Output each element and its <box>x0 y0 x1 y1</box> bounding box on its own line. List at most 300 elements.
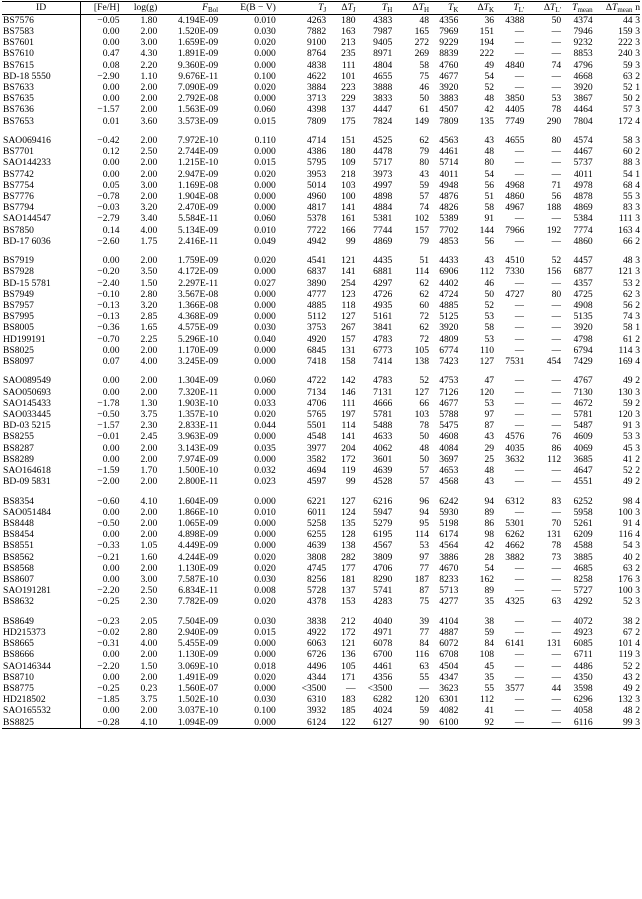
value-cell: 6708 <box>439 649 459 661</box>
table-row <box>2 375 640 386</box>
value-cell: 5125 <box>439 311 459 323</box>
value-cell: 6794 <box>573 344 593 356</box>
value-cell: — <box>514 213 525 225</box>
value-cell: −0.50 <box>97 408 120 420</box>
value-cell: 111 <box>618 213 633 225</box>
value-cell: 3623 <box>439 683 459 695</box>
value-cell: 0.000 <box>254 638 276 650</box>
value-cell: 4666 <box>373 397 393 409</box>
value-cell: 4356 <box>373 671 393 683</box>
value-cell: 7882 <box>307 25 327 37</box>
value-cell: 0.000 <box>254 344 276 356</box>
value-cell: 80 <box>551 134 562 146</box>
value-cell: 0.010 <box>254 506 276 518</box>
value-cell: 58 <box>622 134 633 146</box>
value-cell: 114 <box>618 344 633 356</box>
value-cell: 1.563E-09 <box>177 104 219 116</box>
value-cell: — <box>551 408 562 420</box>
value-cell: 48 <box>484 146 495 158</box>
value-cell: — <box>551 386 562 398</box>
header-feh: [Fe/H] <box>81 2 120 15</box>
table-row <box>2 213 640 224</box>
spacer-cell <box>218 608 276 616</box>
value-cell: 4967 <box>505 202 525 214</box>
value-cell: 7.972E-10 <box>177 134 219 146</box>
spacer-cell <box>2 608 81 616</box>
value-cell: 3753 <box>307 322 327 334</box>
value-cell: 3.573E-09 <box>177 115 219 127</box>
value-cell: 177 <box>341 562 356 574</box>
spacer-cell <box>326 247 355 255</box>
value-cell: 110 <box>480 344 495 356</box>
value-cell: 2.00 <box>140 157 158 169</box>
table-row <box>2 431 640 442</box>
value-cell: 2.00 <box>140 386 158 398</box>
value-cell: −0.01 <box>97 431 120 443</box>
value-cell: 2 <box>635 70 640 82</box>
value-cell: 0.000 <box>254 93 276 105</box>
value-cell: 180 <box>341 146 356 158</box>
value-cell: 166 <box>341 224 356 236</box>
value-cell: 4528 <box>373 476 393 488</box>
value-cell: 1.130E-09 <box>177 649 219 661</box>
value-cell: 4.172E-09 <box>177 266 219 278</box>
spacer-cell <box>494 247 524 255</box>
value-cell: 50 <box>419 453 429 465</box>
value-cell: 2.00 <box>140 375 158 387</box>
value-cell: 267 <box>341 322 356 334</box>
star-id-cell: BS8825 <box>2 717 81 729</box>
value-cell: 4350 <box>573 671 593 683</box>
star-id-cell: BS7701 <box>2 146 81 157</box>
value-cell: 2.00 <box>140 705 158 717</box>
value-cell: 2.00 <box>140 562 158 574</box>
value-cell: 3 <box>635 442 640 454</box>
value-cell: 83 <box>622 202 633 214</box>
value-cell: 137 <box>341 104 356 116</box>
value-cell: 3850 <box>505 93 525 105</box>
value-cell: 0.020 <box>254 168 276 180</box>
value-cell: 4525 <box>373 134 393 146</box>
star-id-cell: BS8551 <box>2 540 81 551</box>
value-cell: 3953 <box>307 168 327 180</box>
table-row <box>2 529 640 540</box>
value-cell: −0.36 <box>97 322 120 334</box>
value-cell: 4435 <box>373 255 393 267</box>
value-cell: 1.05 <box>140 540 158 552</box>
spacer-cell <box>218 247 276 255</box>
value-cell: 4753 <box>439 375 459 387</box>
table-row <box>2 60 640 71</box>
table-row <box>2 454 640 465</box>
value-cell: 92 <box>458 717 494 729</box>
table-row <box>2 180 640 191</box>
value-cell: 4885 <box>439 299 459 311</box>
value-cell: 4574 <box>573 134 593 146</box>
value-cell: 4677 <box>439 70 459 82</box>
value-cell: 59 <box>484 627 495 638</box>
table-row <box>2 409 640 420</box>
spacer-cell <box>429 247 458 255</box>
value-cell: — <box>514 464 525 476</box>
value-cell: 72 <box>419 311 429 323</box>
spacer-cell <box>392 247 429 255</box>
value-cell: 5958 <box>573 506 593 518</box>
spacer-cell <box>157 247 218 255</box>
value-cell: 76 <box>551 431 562 443</box>
value-cell: 4 <box>635 529 640 541</box>
value-cell: 4817 <box>307 202 327 214</box>
value-cell: 1.903E-10 <box>177 397 219 409</box>
value-cell: 0.020 <box>254 81 276 93</box>
value-cell: 99 <box>345 476 356 488</box>
value-cell: 4948 <box>439 179 459 191</box>
value-cell: 0.00 <box>102 705 120 717</box>
value-cell: 7.090E-09 <box>177 81 219 93</box>
value-cell: 43 <box>622 671 633 683</box>
spacer-cell <box>356 247 393 255</box>
value-cell: — <box>514 311 525 323</box>
spacer-cell <box>524 247 561 255</box>
value-cell: 4457 <box>573 255 593 267</box>
value-cell: 3713 <box>307 93 327 105</box>
value-cell: 3.245E-09 <box>177 355 219 367</box>
table-row <box>2 169 640 180</box>
star-id-cell: BD-03 5215 <box>2 420 81 431</box>
value-cell: 0.030 <box>254 322 276 334</box>
value-cell: 0.000 <box>254 179 276 191</box>
spacer-cell <box>494 367 524 375</box>
value-cell: 80 <box>419 157 429 169</box>
header-dtj: $\Delta T_J$ <box>326 2 355 15</box>
value-cell: 171 <box>341 671 356 683</box>
value-cell: 6773 <box>373 344 393 356</box>
value-cell: 105 <box>341 660 356 672</box>
value-cell: 59 <box>419 179 429 191</box>
value-cell: 0.027 <box>254 277 276 289</box>
value-cell: — <box>551 81 562 93</box>
value-cell: 3 <box>635 25 640 37</box>
value-cell: 2.00 <box>140 442 158 454</box>
value-cell: 7804 <box>573 115 593 127</box>
value-cell: 3 <box>635 288 640 300</box>
value-cell: 0.12 <box>102 146 120 158</box>
value-cell: 5384 <box>573 213 593 225</box>
value-cell: 7.320E-11 <box>178 386 219 398</box>
value-cell: 158 <box>341 355 356 367</box>
value-cell: 4923 <box>573 627 593 638</box>
value-cell: — <box>514 37 525 49</box>
value-cell: 4069 <box>573 442 593 454</box>
spacer-cell <box>120 127 158 135</box>
value-cell: 4.10 <box>140 495 158 507</box>
spacer-cell <box>524 367 561 375</box>
value-cell: 75 <box>419 70 429 82</box>
value-cell: 218 <box>341 168 356 180</box>
value-cell: 5947 <box>373 506 393 518</box>
value-cell: 1.169E-08 <box>177 179 219 191</box>
value-cell: 3 <box>635 202 640 214</box>
value-cell: 5.296E-10 <box>177 333 219 345</box>
value-cell: 1.60 <box>140 551 158 563</box>
value-cell: 2 <box>635 562 640 574</box>
value-cell: 4567 <box>373 540 393 552</box>
value-cell: 4726 <box>373 288 393 300</box>
value-cell: 3.00 <box>140 179 158 191</box>
value-cell: 9100 <box>307 37 327 49</box>
value-cell: 2.85 <box>140 311 158 323</box>
value-cell: 89 <box>484 506 495 518</box>
value-cell: 4597 <box>307 476 327 488</box>
value-cell: 43 <box>484 431 495 443</box>
value-cell: — <box>514 420 525 432</box>
value-cell: 4745 <box>307 562 327 574</box>
value-cell: 53 <box>551 93 562 105</box>
value-cell: 1.80 <box>140 14 158 26</box>
value-cell: 5.134E-09 <box>177 224 219 236</box>
value-cell: 4011 <box>573 168 593 180</box>
value-cell: 5714 <box>439 157 459 169</box>
value-cell: 4685 <box>573 562 593 574</box>
value-cell: 6124 <box>276 717 326 729</box>
value-cell: 0.044 <box>254 420 276 432</box>
value-cell: 52 <box>484 299 495 311</box>
value-cell: 5112 <box>307 311 327 323</box>
value-cell: — <box>514 81 525 93</box>
value-cell: 5014 <box>307 179 327 191</box>
value-cell: 2.470E-09 <box>177 202 219 214</box>
value-cell: 162 <box>479 574 495 585</box>
value-cell: 54 <box>484 70 495 82</box>
value-cell: 2.744E-09 <box>177 146 219 158</box>
value-cell: 169 <box>618 355 633 367</box>
value-cell: 7809 <box>439 115 459 127</box>
group-spacer <box>2 487 640 495</box>
value-cell: 54 <box>484 168 495 180</box>
value-cell: — <box>514 671 525 683</box>
value-cell: — <box>514 562 525 574</box>
table-row <box>2 48 640 59</box>
value-cell: 0.100 <box>254 70 276 82</box>
value-cell: 6255 <box>307 529 327 541</box>
spacer-cell <box>81 127 120 135</box>
value-cell: 5781 <box>573 408 593 420</box>
value-cell: 72 <box>419 333 429 345</box>
star-id-cell: BS7742 <box>2 169 81 180</box>
star-id-cell: SAO164618 <box>2 465 81 476</box>
value-cell: 6221 <box>307 495 327 507</box>
value-cell: 3 <box>635 213 640 225</box>
value-cell: 3808 <box>307 551 327 563</box>
value-cell: 35 <box>484 596 495 608</box>
header-logg: log(g) <box>120 2 158 15</box>
value-cell: 132 <box>618 694 633 706</box>
value-cell: 6881 <box>373 266 393 278</box>
value-cell: 4461 <box>439 146 459 158</box>
value-cell: 52 <box>419 375 429 387</box>
value-cell: 1.604E-09 <box>177 495 219 507</box>
value-cell: 8971 <box>373 48 393 60</box>
spacer-cell <box>633 608 640 616</box>
table-row <box>2 420 640 431</box>
value-cell: 135 <box>341 517 356 529</box>
value-cell: 5161 <box>373 311 393 323</box>
value-cell: 2.00 <box>140 671 158 683</box>
star-id-cell: BS8454 <box>2 529 81 540</box>
value-cell: 97 <box>484 408 495 420</box>
value-cell: 0.030 <box>254 25 276 37</box>
value-cell: 105 <box>414 344 429 356</box>
value-cell: 0.000 <box>254 48 276 60</box>
spacer-cell <box>561 367 592 375</box>
value-cell: 4344 <box>307 671 327 683</box>
value-cell: 2 <box>635 333 640 345</box>
table-row <box>2 387 640 398</box>
header-fbol: $F_{Bol}$ <box>157 2 218 15</box>
table-row <box>2 356 640 367</box>
value-cell: 6282 <box>373 694 393 706</box>
value-cell: 49 <box>484 59 495 71</box>
spacer-cell <box>561 487 592 495</box>
star-id-cell: BD-15 5781 <box>2 278 81 289</box>
star-id-cell: BS7633 <box>2 82 81 93</box>
value-cell: 74 <box>622 311 633 323</box>
value-cell: 0.000 <box>254 288 276 300</box>
value-cell: −2.90 <box>97 70 120 82</box>
value-cell: — <box>524 717 561 729</box>
value-cell: 5389 <box>439 213 459 225</box>
value-cell: 0.060 <box>254 213 276 225</box>
value-cell: — <box>551 649 562 661</box>
value-cell: 6141 <box>505 638 525 650</box>
value-cell: 5713 <box>439 585 459 597</box>
value-cell: 1 <box>635 81 640 93</box>
value-cell: 187 <box>414 574 429 585</box>
spacer-cell <box>392 608 429 616</box>
value-cell: 7749 <box>505 115 525 127</box>
value-cell: 112 <box>480 266 495 278</box>
table-row <box>2 26 640 37</box>
value-cell: 50 <box>551 14 562 26</box>
value-cell: 73 <box>551 551 562 563</box>
value-cell: — <box>514 146 525 158</box>
value-cell: 1.30 <box>140 397 158 409</box>
value-cell: 80 <box>551 288 562 300</box>
value-cell: 4277 <box>439 596 459 608</box>
value-cell: — <box>551 344 562 356</box>
value-cell: 4869 <box>373 235 393 247</box>
value-cell: 91 <box>484 213 495 225</box>
star-id-cell: BS8775 <box>2 683 81 694</box>
star-id-cell: SAO069416 <box>2 135 81 146</box>
value-cell: 6242 <box>439 495 459 507</box>
value-cell: 3977 <box>307 442 327 454</box>
value-cell: 1.10 <box>140 70 158 82</box>
table-row <box>2 135 640 146</box>
value-cell: 57 <box>419 476 429 488</box>
value-cell: 0.000 <box>254 202 276 214</box>
value-cell: 130 <box>618 386 633 398</box>
value-cell: 454 <box>546 355 562 367</box>
value-cell: 94 <box>484 495 495 507</box>
value-cell: 4840 <box>505 59 525 71</box>
spacer-cell <box>326 127 355 135</box>
value-cell: 3 <box>635 408 640 420</box>
value-cell: 59 <box>419 705 429 717</box>
table-row <box>2 71 640 82</box>
spacer-cell <box>392 127 429 135</box>
value-cell: 2.30 <box>140 596 158 608</box>
value-cell: 4011 <box>439 168 459 180</box>
value-cell: 4402 <box>439 277 459 289</box>
value-cell: 0.020 <box>254 551 276 563</box>
value-cell: 0.020 <box>254 562 276 574</box>
value-cell: 4576 <box>505 431 525 443</box>
value-cell: 0.14 <box>102 224 120 236</box>
value-cell: 3883 <box>439 93 459 105</box>
value-cell: 4510 <box>505 255 525 267</box>
value-cell: 163 <box>618 224 633 236</box>
value-cell: 4357 <box>573 277 593 289</box>
value-cell: 4.30 <box>140 48 158 60</box>
value-cell: — <box>514 660 525 672</box>
table-row <box>2 596 640 607</box>
value-cell: 0.023 <box>254 476 276 488</box>
value-cell: 6100 <box>429 717 458 729</box>
value-cell: 4978 <box>573 179 593 191</box>
value-cell: 3973 <box>373 168 393 180</box>
table-row <box>2 616 640 627</box>
value-cell: 0.000 <box>254 540 276 552</box>
spacer-cell <box>326 487 355 495</box>
value-cell: 4677 <box>439 397 459 409</box>
value-cell: 3 <box>635 506 640 518</box>
value-cell: 48 <box>622 705 633 717</box>
value-cell: −0.10 <box>97 288 120 300</box>
value-cell: 3886 <box>439 551 459 563</box>
value-cell: 4405 <box>505 104 525 116</box>
value-cell: 45 <box>622 442 633 454</box>
star-id-cell: SAO144547 <box>2 213 81 224</box>
table-row <box>2 465 640 476</box>
value-cell: −0.60 <box>97 495 120 507</box>
value-cell: −0.42 <box>97 134 120 146</box>
value-cell: 52 <box>484 81 495 93</box>
spacer-cell <box>561 127 592 135</box>
value-cell: <3500 <box>367 683 393 695</box>
value-cell: 272 <box>414 37 429 49</box>
value-cell: 62 <box>419 277 429 289</box>
value-cell: — <box>551 476 562 488</box>
value-cell: 4563 <box>439 134 459 146</box>
value-cell: 2 <box>635 146 640 158</box>
value-cell: 142 <box>341 375 356 387</box>
value-cell: 2 <box>635 671 640 683</box>
value-cell: 102 <box>414 213 429 225</box>
value-cell: 0.000 <box>254 146 276 158</box>
value-cell: — <box>551 311 562 323</box>
value-cell: 54 <box>484 562 495 574</box>
value-cell: 4878 <box>573 190 593 202</box>
value-cell: −2.60 <box>97 235 120 247</box>
spacer-cell <box>494 127 524 135</box>
value-cell: 4647 <box>573 464 593 476</box>
star-id-cell: BS7949 <box>2 289 81 300</box>
spacer-cell <box>276 127 326 135</box>
spacer-cell <box>81 608 120 616</box>
value-cell: 3 <box>635 596 640 608</box>
value-cell: 63 <box>419 660 429 672</box>
